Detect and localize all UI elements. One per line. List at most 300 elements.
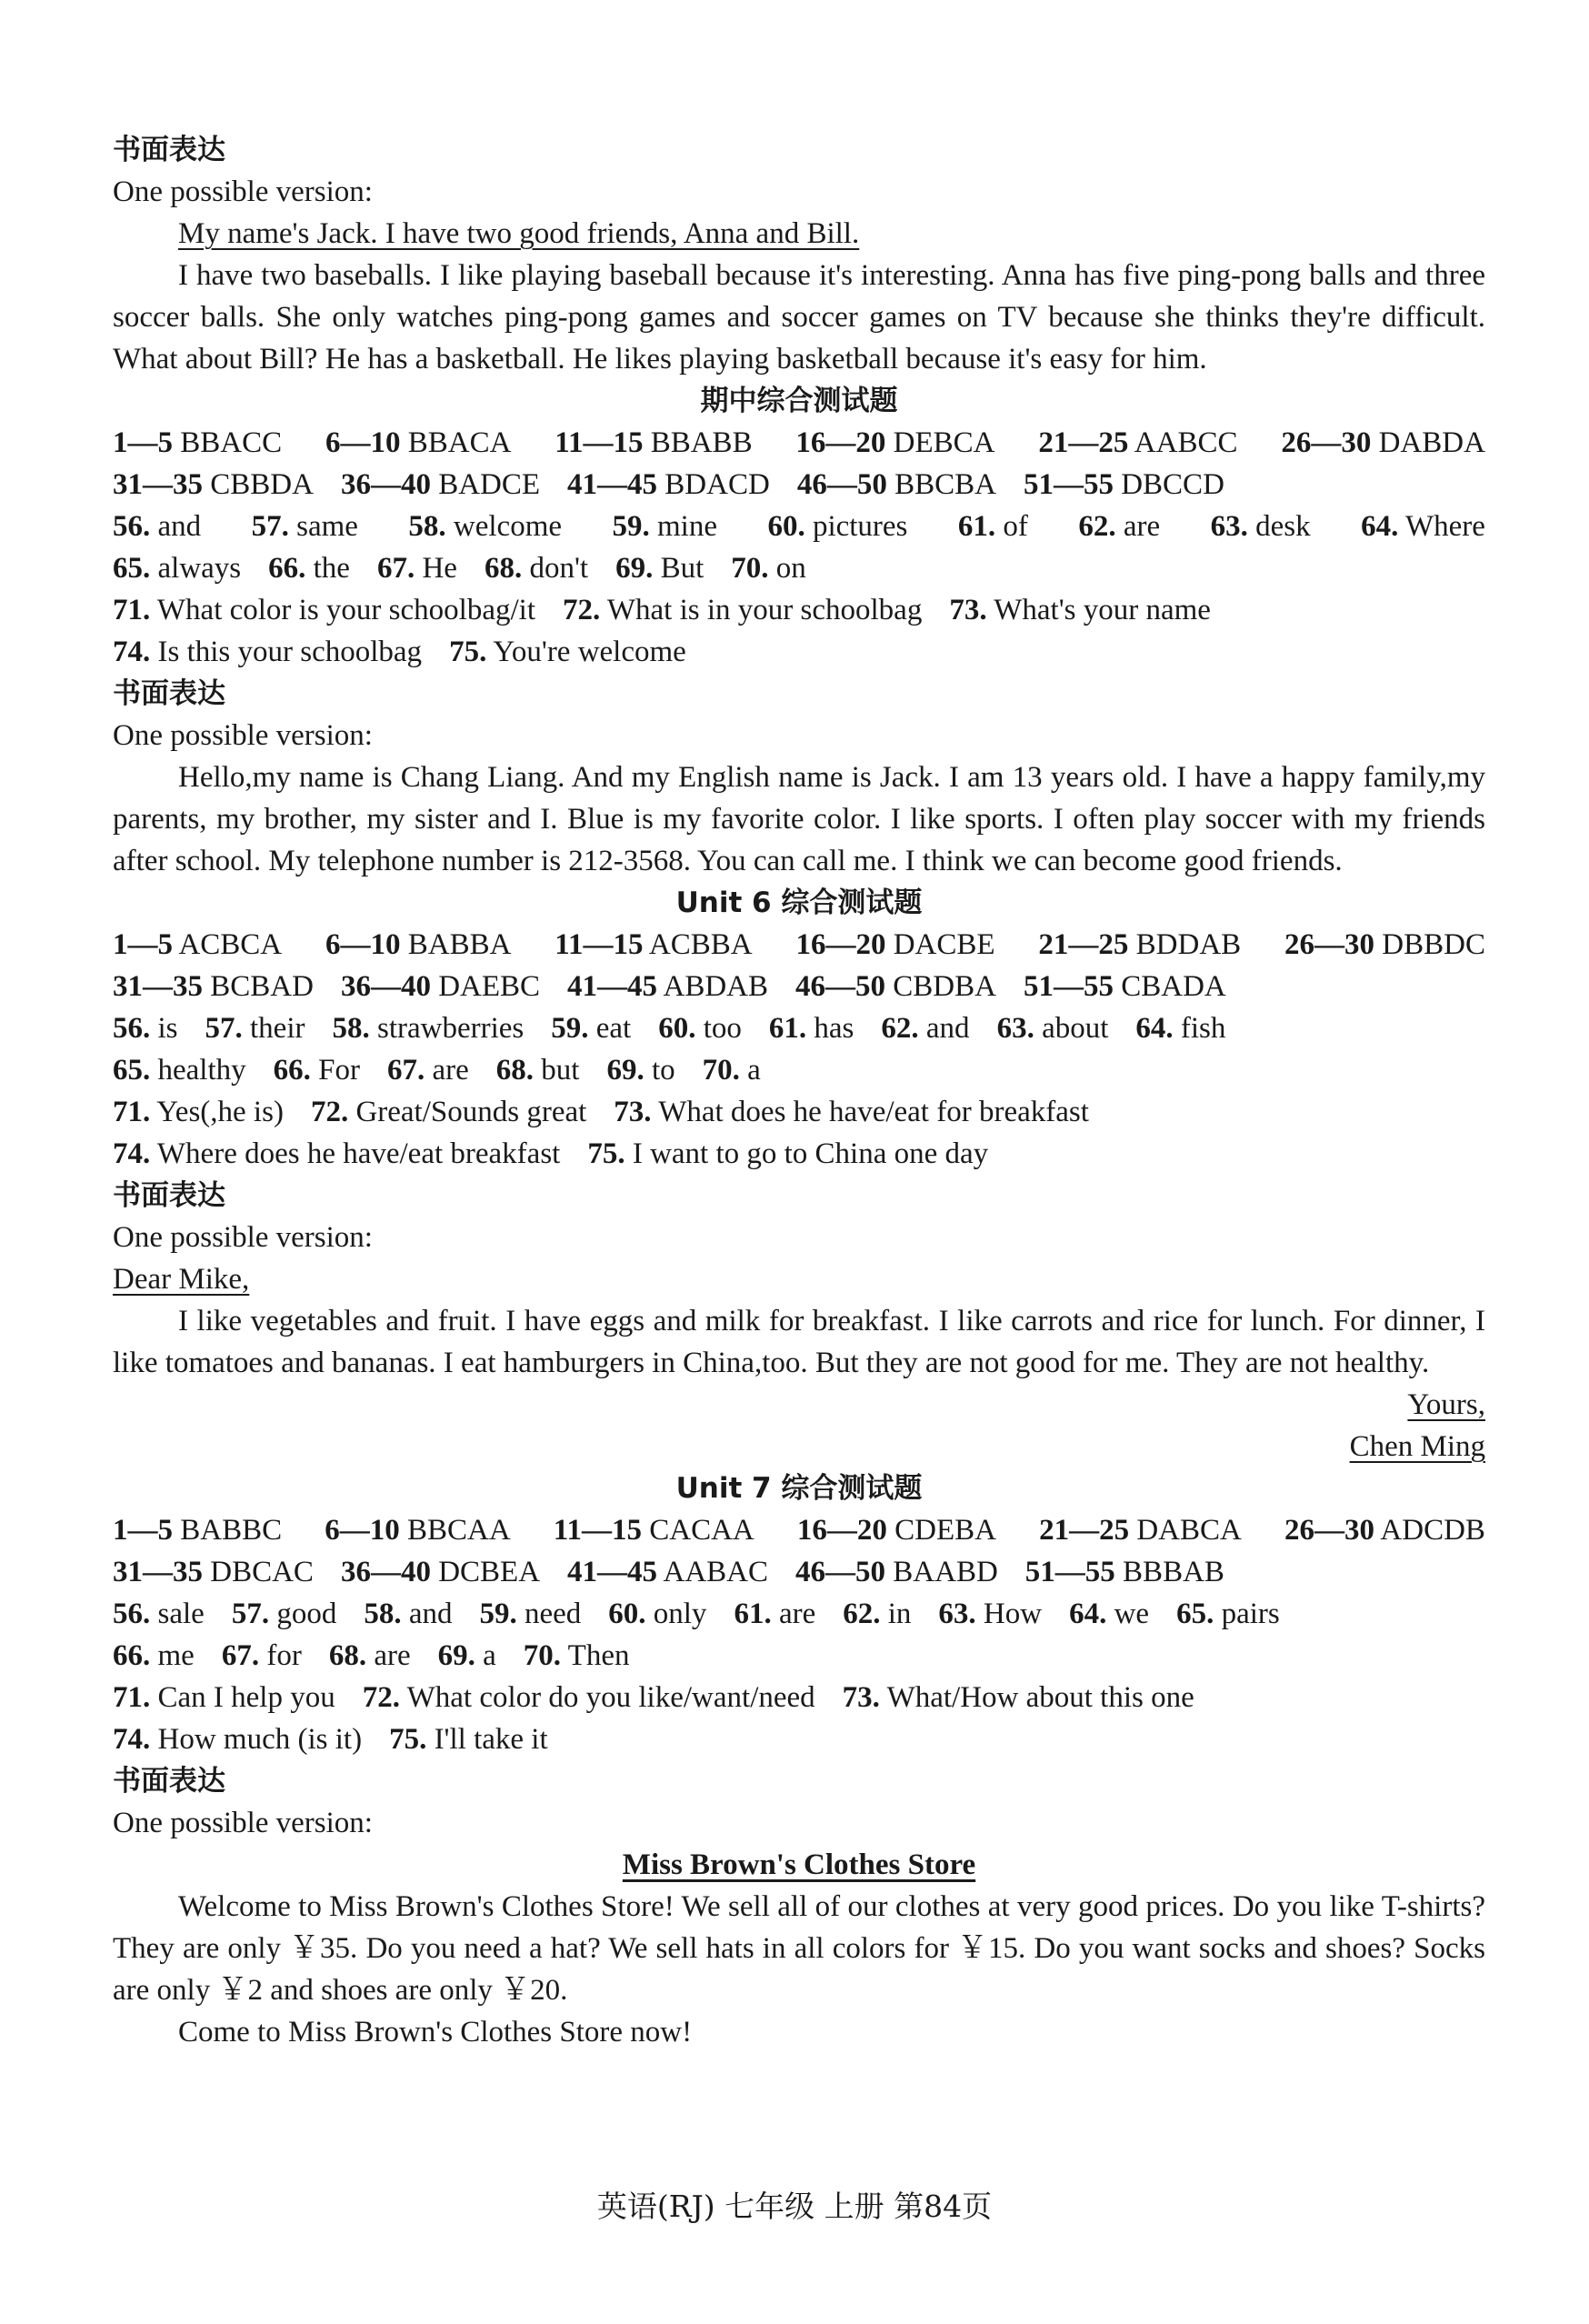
version-label: One possible version: (113, 175, 373, 208)
answer-item (438, 1635, 496, 1677)
answer-item (113, 1049, 246, 1091)
answer-item (769, 1007, 854, 1049)
question-number: 70. (731, 552, 769, 585)
answer-text: I want to go to China one day (632, 1137, 989, 1170)
essay-title: Miss Brown's Clothes Store (622, 1848, 976, 1881)
answer-item (1176, 1593, 1280, 1635)
answer-item (311, 1091, 586, 1133)
answer-item (614, 1091, 1089, 1133)
page-footer: 英语(RJ) 七年级 上册 第84页 (596, 2189, 993, 2224)
answer-item (113, 1593, 205, 1635)
question-number: 60. (767, 510, 805, 543)
answer-text: ACBBA (648, 928, 753, 961)
answer-item (387, 1049, 469, 1091)
version-label: One possible version: (113, 1221, 373, 1254)
answer-item (1078, 506, 1160, 547)
answer-text: CBDBA (893, 970, 996, 1003)
answer-text: For (318, 1054, 360, 1087)
mc-answer-group (325, 1509, 510, 1551)
answer-text: healthy (157, 1054, 246, 1087)
question-number: 71. (113, 1681, 151, 1714)
fill-row (113, 1007, 1485, 1049)
answer-text: Yes(,he is) (156, 1096, 284, 1128)
closing: Yours, (1407, 1388, 1485, 1421)
question-number: 61. (957, 510, 996, 543)
question-range: 26—30 (1284, 1514, 1374, 1547)
question-range: 1—5 (113, 426, 173, 459)
question-range: 46—50 (795, 1556, 886, 1588)
question-range: 31—35 (113, 1556, 203, 1588)
question-number: 75. (389, 1723, 427, 1756)
answer-text: don't (529, 552, 589, 585)
writing-heading: 书面表达 (113, 1765, 225, 1798)
question-range: 41—45 (567, 468, 658, 501)
question-number: 56. (113, 510, 151, 543)
sentence-row (113, 1091, 1485, 1133)
mc-answer-group (1038, 422, 1237, 464)
mc-answer-group (567, 464, 770, 506)
answer-text: ACBCA (178, 928, 283, 961)
fill-row (113, 506, 1485, 547)
answer-text: a (483, 1639, 496, 1672)
answer-item (333, 1007, 525, 1049)
answer-text: the (313, 552, 350, 585)
mc-answer-group (795, 1551, 998, 1593)
answer-item (479, 1593, 581, 1635)
question-number: 64. (1069, 1598, 1107, 1630)
answer-text: pairs (1221, 1598, 1280, 1630)
mc-answer-group (1284, 924, 1485, 966)
answer-text: ADCDB (1380, 1514, 1485, 1547)
question-number: 63. (938, 1598, 976, 1630)
mc-answer-group (1024, 966, 1226, 1007)
answer-item (222, 1635, 302, 1677)
answer-item (389, 1718, 548, 1760)
answer-text: has (814, 1012, 854, 1045)
question-range: 26—30 (1284, 928, 1375, 961)
page-content (113, 129, 1485, 2053)
question-number: 57. (231, 1598, 270, 1630)
test-title: Unit 6 综合测试题 (675, 887, 923, 919)
answer-item (113, 1718, 362, 1760)
answer-item (612, 506, 716, 547)
answer-item (113, 1133, 560, 1175)
fill-row (113, 1593, 1485, 1635)
answer-text: I'll take it (434, 1723, 548, 1756)
question-range: 6—10 (325, 426, 401, 459)
question-number: 68. (484, 552, 523, 585)
question-number: 59. (479, 1598, 517, 1630)
mc-answer-group (797, 1509, 996, 1551)
question-number: 61. (768, 1012, 807, 1045)
answer-text: DBCAC (210, 1556, 314, 1588)
question-range: 36—40 (340, 1556, 431, 1588)
answer-text: are (374, 1639, 411, 1672)
answer-text: and (408, 1598, 453, 1630)
question-number: 64. (1361, 510, 1399, 543)
answer-item (113, 1677, 335, 1718)
answer-text: are (1123, 510, 1161, 543)
question-number: 69. (615, 552, 654, 585)
question-number: 67. (221, 1639, 260, 1672)
question-number: 72. (310, 1096, 349, 1128)
answer-text: How much (is it) (157, 1723, 363, 1756)
question-number: 72. (562, 594, 601, 626)
question-range: 11—15 (555, 426, 644, 459)
question-range: 16—20 (795, 426, 886, 459)
mc-answer-group (113, 422, 282, 464)
answer-text: But (660, 552, 705, 585)
answer-item (408, 506, 562, 547)
answer-item (364, 1593, 452, 1635)
answer-text: DACBE (893, 928, 995, 961)
answer-text: What color do you like/want/need (406, 1681, 815, 1714)
answer-text: eat (595, 1012, 632, 1045)
question-range: 1—5 (113, 928, 173, 961)
intro-line (113, 213, 1485, 255)
answer-text: need (524, 1598, 582, 1630)
mc-answer-group (554, 1509, 755, 1551)
signature-line (113, 1426, 1485, 1468)
answer-item (329, 1635, 411, 1677)
question-range: 51—55 (1024, 1556, 1115, 1588)
question-number: 65. (1176, 1598, 1214, 1630)
answer-item (587, 1133, 988, 1175)
mc-answer-group (113, 1551, 314, 1593)
mc-answer-group (341, 966, 540, 1007)
signature: Chen Ming (1349, 1430, 1485, 1463)
answer-text: too (703, 1012, 742, 1045)
answer-item (113, 589, 535, 631)
mc-answer-group (325, 422, 511, 464)
answer-text: What does he have/eat for breakfast (658, 1096, 1089, 1128)
answer-text: What color is your schoolbag/it (156, 594, 535, 626)
answer-item (551, 1007, 631, 1049)
answer-text: DABDA (1378, 426, 1485, 459)
question-range: 31—35 (113, 468, 203, 501)
mc-answer-group (1039, 1509, 1242, 1551)
writing-paragraph-2: Come to Miss Brown's Clothes Store now! (178, 2016, 693, 2049)
writing-paragraph: Welcome to Miss Brown's Clothes Store! We sell all of our clothes at very good prices. Do you like T-shirts? They are only ￥35. Do you need a hat? We sell hats in all colors for ￥15. Do you want socks and shoes? Socks are only ￥2 and shoes are only ￥20. (113, 1890, 1485, 2007)
answer-text: DBCCD (1121, 468, 1224, 501)
salutation-line (113, 1258, 1485, 1300)
question-range: 51—55 (1023, 970, 1114, 1003)
sentence-row (113, 1677, 1485, 1718)
answer-text: always (157, 552, 242, 585)
question-range: 16—20 (796, 1514, 887, 1547)
question-number: 74. (113, 1137, 151, 1170)
answer-text: What/How about this one (886, 1681, 1194, 1714)
sentence-row (113, 589, 1485, 631)
answer-item (1069, 1593, 1149, 1635)
question-number: 72. (362, 1681, 400, 1714)
answer-text: me (157, 1639, 195, 1672)
mc-answer-group (1281, 422, 1485, 464)
mc-answer-group (795, 924, 994, 966)
answer-text: AABCC (1134, 426, 1238, 459)
answer-text: What is in your schoolbag (606, 594, 923, 626)
question-range: 26—30 (1281, 426, 1372, 459)
answer-text: welcome (453, 510, 563, 543)
question-number: 67. (386, 1054, 425, 1087)
answer-item (843, 1593, 911, 1635)
writing-heading: 书面表达 (113, 1179, 225, 1212)
mc-row (113, 422, 1485, 464)
answer-text: is (157, 1012, 178, 1045)
writing-heading: 书面表达 (113, 677, 225, 710)
question-range: 31—35 (113, 970, 203, 1003)
question-number: 70. (523, 1639, 562, 1672)
question-number: 73. (842, 1681, 880, 1714)
answer-text: Then (567, 1639, 630, 1672)
answer-item (767, 506, 907, 547)
question-range: 6—10 (325, 1514, 400, 1547)
question-number: 58. (332, 1012, 370, 1045)
question-number: 66. (273, 1054, 311, 1087)
question-number: 70. (702, 1054, 740, 1087)
fill-row (113, 1049, 1485, 1091)
answer-text: CDEBA (894, 1514, 996, 1547)
answer-item (949, 589, 1211, 631)
question-range: 1—5 (113, 1514, 173, 1547)
answer-text: BBABB (650, 426, 753, 459)
mc-row (113, 966, 1485, 1007)
question-number: 68. (495, 1054, 535, 1087)
question-number: 60. (608, 1598, 646, 1630)
question-range: 41—45 (567, 1556, 658, 1588)
answer-text: BDACD (665, 468, 770, 501)
answer-item (843, 1677, 1194, 1718)
mc-row (113, 464, 1485, 506)
answer-item (1135, 1007, 1225, 1049)
answer-text: Can I help you (157, 1681, 335, 1714)
mc-answer-group (1284, 1509, 1485, 1551)
question-number: 58. (408, 510, 446, 543)
test-title: 期中综合测试题 (700, 385, 898, 417)
answer-text: ABDAB (663, 970, 769, 1003)
answer-item (268, 547, 350, 589)
answer-item (113, 506, 201, 547)
question-range: 11—15 (555, 928, 644, 961)
mc-answer-group (341, 1551, 540, 1593)
mc-answer-group (555, 422, 752, 464)
closing-line (113, 1384, 1485, 1426)
question-number: 75. (449, 636, 487, 668)
test-title: Unit 7 综合测试题 (675, 1472, 923, 1505)
question-number: 66. (113, 1639, 151, 1672)
answer-item (449, 631, 686, 673)
answer-text: BBACA (407, 426, 512, 459)
question-number: 63. (996, 1012, 1034, 1045)
question-number: 71. (113, 594, 151, 626)
answer-item (274, 1049, 360, 1091)
answer-item (205, 1007, 305, 1049)
question-number: 63. (1210, 510, 1248, 543)
mc-answer-group (113, 1509, 282, 1551)
answer-text: sale (157, 1598, 205, 1630)
mc-answer-group (567, 966, 768, 1007)
answer-item (958, 506, 1028, 547)
answer-text: and (925, 1012, 970, 1045)
mc-answer-group (797, 464, 996, 506)
underlined-intro: My name's Jack. I have two good friends, Anna and Bill. (178, 217, 860, 250)
answer-text: He (422, 552, 457, 585)
answer-text: are (778, 1598, 816, 1630)
question-number: 59. (551, 1012, 589, 1045)
answer-text: BCBAD (210, 970, 314, 1003)
answer-item (113, 1635, 195, 1677)
answer-text: How (983, 1598, 1043, 1630)
answer-item (1361, 506, 1485, 547)
question-number: 68. (328, 1639, 367, 1672)
answer-text: DAEBC (438, 970, 541, 1003)
answer-item (496, 1049, 580, 1091)
answer-text: only (653, 1598, 707, 1630)
answer-text: but (541, 1054, 580, 1087)
answer-text: fish (1180, 1012, 1226, 1045)
question-number: 56. (113, 1012, 151, 1045)
answer-item (363, 1677, 815, 1718)
writing-paragraph: I have two baseballs. I like playing baseball because it's interesting. Anna has five ping-pong balls and three soccer balls. She only watches ping-pong games and soccer games on TV because she thinks they're difficult. What about Bill? He has a basketball. He likes playing basketball because it's easy for him. (113, 259, 1485, 376)
salutation: Dear Mike, (113, 1263, 250, 1296)
answer-item (377, 547, 457, 589)
question-number: 74. (113, 1723, 151, 1756)
question-number: 64. (1135, 1012, 1174, 1045)
answer-item (1211, 506, 1311, 547)
answer-item (615, 547, 704, 589)
answer-text: BBCAA (406, 1514, 511, 1547)
question-number: 74. (113, 636, 151, 668)
question-range: 36—40 (340, 970, 431, 1003)
answer-item (113, 631, 422, 673)
question-number: 73. (614, 1096, 652, 1128)
answer-text: about (1042, 1012, 1109, 1045)
answer-text: same (296, 510, 358, 543)
fill-row (113, 547, 1485, 589)
answer-text: Where (1404, 510, 1485, 543)
version-label: One possible version: (113, 1807, 373, 1839)
answer-text: CACAA (649, 1514, 755, 1547)
question-range: 46—50 (795, 970, 886, 1003)
question-number: 73. (949, 594, 987, 626)
answer-text: BABBA (407, 928, 512, 961)
mc-answer-group (1038, 924, 1241, 966)
writing-paragraph: Hello,my name is Chang Liang. And my English name is Jack. I am 13 years old. I have a happy family,my parents, my brother, my sister and I. Blue is my favorite color. I like sports. I often play soccer with my friends after school. My telephone number is 212-3568. You can call me. I think we can become good friends. (113, 761, 1485, 877)
question-number: 62. (1078, 510, 1116, 543)
writing-heading: 书面表达 (113, 134, 225, 166)
answer-item (881, 1007, 969, 1049)
answer-item (232, 1593, 337, 1635)
mc-answer-group (341, 464, 540, 506)
answer-item (997, 1007, 1109, 1049)
answer-text: mine (656, 510, 717, 543)
answer-item (703, 1049, 761, 1091)
question-number: 65. (113, 552, 151, 585)
question-number: 62. (843, 1598, 881, 1630)
answer-text: we (1114, 1598, 1150, 1630)
answer-text: their (250, 1012, 305, 1045)
sentence-row (113, 1718, 1485, 1760)
answer-text: on (775, 552, 806, 585)
answer-item (113, 1091, 284, 1133)
answer-item (524, 1635, 630, 1677)
mc-answer-group (795, 422, 994, 464)
answer-text: to (651, 1054, 675, 1087)
answer-text: DBBDC (1382, 928, 1485, 961)
question-number: 57. (251, 510, 289, 543)
writing-paragraph: I like vegetables and fruit. I have eggs and milk for breakfast. I like carrots and rice for lunch. For dinner, I like tomatoes and bananas. I eat hamburgers in China,too. But they are not good for me. They are not healthy. (113, 1305, 1485, 1379)
answer-text: a (747, 1054, 761, 1087)
answer-item (563, 589, 922, 631)
fill-row (113, 1635, 1485, 1677)
question-range: 46—50 (796, 468, 887, 501)
answer-item (658, 1007, 742, 1049)
mc-row (113, 924, 1485, 966)
answer-text: DEBCA (893, 426, 995, 459)
answer-item (608, 1593, 706, 1635)
answer-text: strawberries (377, 1012, 525, 1045)
question-number: 61. (734, 1598, 772, 1630)
answer-text: DCBEA (438, 1556, 541, 1588)
answer-item (252, 506, 358, 547)
answer-text: in (887, 1598, 912, 1630)
answer-text: Where does he have/eat breakfast (156, 1137, 561, 1170)
answer-text: Great/Sounds great (355, 1096, 587, 1128)
answer-item (113, 1007, 178, 1049)
answer-text: BBBAB (1123, 1556, 1224, 1588)
question-number: 69. (437, 1639, 475, 1672)
sentence-row (113, 631, 1485, 673)
sentence-row (113, 1133, 1485, 1175)
question-number: 60. (658, 1012, 696, 1045)
question-range: 21—25 (1038, 928, 1129, 961)
answer-item (731, 547, 806, 589)
mc-answer-group (555, 924, 752, 966)
answer-text: and (157, 510, 202, 543)
answer-text: BADCE (438, 468, 541, 501)
question-number: 75. (587, 1137, 625, 1170)
answer-item (113, 547, 241, 589)
mc-answer-group (325, 924, 511, 966)
answer-text: for (266, 1639, 302, 1672)
question-range: 16—20 (795, 928, 886, 961)
question-range: 21—25 (1038, 426, 1129, 459)
answer-text: Is this your schoolbag (157, 636, 423, 668)
mc-answer-group (113, 966, 314, 1007)
mc-answer-group (795, 966, 996, 1007)
answer-item (606, 1049, 675, 1091)
mc-answer-group (113, 464, 314, 506)
question-number: 57. (205, 1012, 243, 1045)
mc-answer-group (567, 1551, 768, 1593)
mc-answer-group (1024, 464, 1224, 506)
question-range: 36—40 (340, 468, 431, 501)
question-number: 71. (113, 1096, 151, 1128)
mc-answer-group (113, 924, 282, 966)
question-number: 62. (881, 1012, 919, 1045)
answer-text: of (1003, 510, 1028, 543)
answer-text: BABBC (180, 1514, 283, 1547)
answer-text: What's your name (994, 594, 1211, 626)
answer-text: desk (1255, 510, 1311, 543)
question-number: 59. (612, 510, 650, 543)
answer-text: AABAC (663, 1556, 769, 1588)
question-range: 6—10 (325, 928, 401, 961)
question-number: 66. (268, 552, 306, 585)
answer-text: good (276, 1598, 337, 1630)
version-label: One possible version: (113, 719, 373, 752)
answer-text: DABCA (1136, 1514, 1242, 1547)
